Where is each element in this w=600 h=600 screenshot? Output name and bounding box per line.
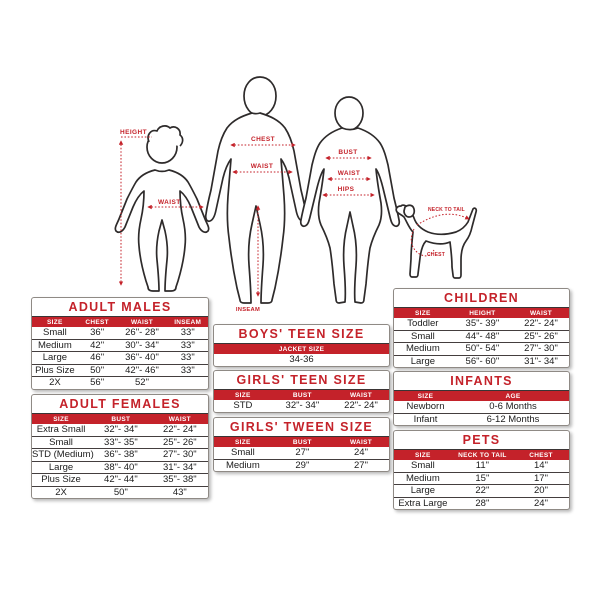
woman-waist-label: WAIST (337, 170, 361, 177)
table-row (32, 365, 208, 378)
table-row (394, 331, 569, 344)
table-row (32, 487, 208, 499)
boy-body (115, 170, 208, 291)
table-cell: 22"- 24" (162, 424, 197, 436)
table-title: GIRLS' TEEN SIZE (236, 373, 367, 387)
table-header-cell: HEIGHT (469, 309, 496, 317)
table-title: PETS (462, 433, 501, 447)
table-cell: 56" (90, 377, 105, 389)
table-cell: Plus Size (41, 474, 81, 486)
table-header-cell: WAIST (529, 309, 553, 317)
man-inseam-label: INSEAM (235, 307, 261, 313)
table-title: CHILDREN (444, 291, 519, 305)
table-cell: 20" (534, 485, 548, 497)
table-cell: 25"- 26" (162, 436, 197, 448)
table-cell: 46" (90, 352, 105, 364)
table-row (32, 449, 208, 462)
table-cell: Extra Large (398, 497, 448, 509)
table-row (32, 377, 208, 389)
table-cell: 30"- 34" (125, 339, 159, 351)
table-row (394, 473, 569, 486)
table-header-row (32, 413, 208, 424)
table-cell: 0-6 Months (489, 401, 537, 413)
table-cell: 42"- 46" (125, 364, 159, 376)
table-header-row (32, 316, 208, 327)
table-cell: Small (49, 436, 73, 448)
table-row (394, 318, 569, 331)
table-cell: 31"- 34" (524, 355, 558, 367)
table-row (32, 327, 208, 340)
dog-chest-label: CHEST (427, 252, 445, 258)
table-row (394, 356, 569, 368)
table-cell: 27"- 30" (162, 449, 197, 461)
table-cell: 50"- 54" (465, 343, 500, 355)
table-header-cell: SIZE (53, 415, 69, 423)
boy-figure (115, 126, 208, 291)
table-cell: Large (48, 461, 74, 473)
table-header-cell: WAIST (168, 415, 191, 423)
table-cell: 44"- 48" (465, 330, 500, 342)
table-cell: 42"- 44" (104, 474, 138, 486)
table-row (214, 447, 389, 460)
table-title: ADULT FEMALES (59, 397, 181, 411)
table-cell: 34-36 (289, 354, 314, 366)
table-cell: Newborn (406, 401, 445, 413)
table-title: BOYS' TEEN SIZE (238, 327, 365, 341)
table-cell: Medium (37, 339, 72, 351)
table-header-cell: INSEAM (174, 318, 202, 326)
table-cell: 42" (90, 339, 105, 351)
table-header-row (394, 390, 569, 401)
table-cell: 50" (90, 364, 105, 376)
man-chest-label: CHEST (250, 136, 276, 143)
table-cell: 6-12 Months (486, 413, 540, 425)
table-row (394, 485, 569, 498)
man-head (244, 77, 276, 116)
table-row (32, 352, 208, 365)
table-cell: 15" (475, 472, 490, 484)
table-title: GIRLS' TWEEN SIZE (229, 420, 374, 434)
table-cell: 14" (534, 460, 548, 472)
table-cell: 26"- 28" (125, 327, 159, 339)
table-row (32, 462, 208, 475)
boy-height-label: HEIGHT (120, 129, 147, 136)
table-cell: 24" (534, 497, 548, 509)
table-cell: 32"- 34" (285, 400, 320, 412)
table-title: INFANTS (450, 374, 513, 388)
table-cell: 50" (113, 486, 128, 498)
size-table-infants (393, 371, 570, 426)
table-cell: 25"- 26" (524, 330, 558, 342)
table-cell: Large (410, 355, 436, 367)
size-table-boys-teen (213, 324, 390, 367)
table-header-row (214, 343, 389, 354)
table-cell: 56"- 60" (465, 355, 500, 367)
table-row (394, 401, 569, 414)
table-cell: STD (233, 400, 253, 412)
table-cell: 36"- 40" (125, 352, 159, 364)
woman-head (335, 97, 363, 130)
table-cell: Plus Size (35, 364, 75, 376)
dog-ear (404, 205, 414, 217)
table-header-row (214, 436, 389, 447)
table-title: ADULT MALES (68, 300, 172, 314)
table-row (394, 498, 569, 510)
size-table-pets (393, 430, 570, 510)
table-header-cell: SIZE (235, 438, 251, 446)
table-cell: 52" (135, 377, 149, 389)
table-cell: 36"- 38" (104, 449, 138, 461)
table-cell: Small (42, 327, 67, 339)
table-cell: 28" (475, 497, 490, 509)
table-cell: 2X (55, 486, 67, 498)
size-table-girls-tween (213, 417, 390, 472)
table-cell: 17" (534, 472, 548, 484)
table-header-cell: BUST (292, 438, 312, 446)
table-cell: 27" (295, 447, 310, 459)
table-header-cell: BUST (292, 391, 312, 399)
table-header-cell: WAIST (130, 318, 154, 326)
table-cell: 2X (49, 377, 61, 389)
table-cell: 36" (90, 327, 105, 339)
table-row (214, 460, 389, 472)
table-header-cell: SIZE (415, 309, 431, 317)
table-cell: 27"- 30" (524, 343, 558, 355)
size-table-children (393, 288, 570, 368)
table-cell: 22"- 24" (524, 318, 558, 330)
table-cell: Medium (405, 343, 440, 355)
woman-bust-label: BUST (338, 149, 358, 156)
table-cell: Medium (405, 472, 440, 484)
table-cell: Extra Small (36, 424, 86, 436)
table-row (214, 354, 389, 366)
table-row (394, 414, 569, 426)
table-cell: Small (230, 447, 255, 459)
table-header-cell: SIZE (415, 451, 431, 459)
table-cell: Toddler (407, 318, 439, 330)
table-header-row (394, 307, 569, 318)
table-cell: Medium (225, 459, 260, 471)
boy-waist-label: WAIST (158, 199, 181, 206)
table-header-row (394, 449, 569, 460)
woman-figure (301, 97, 400, 303)
table-cell: 33" (180, 327, 195, 339)
table-row (32, 437, 208, 450)
size-table-adult-females (31, 394, 209, 499)
size-table-adult-males (31, 297, 209, 390)
table-cell: 35"- 39" (465, 318, 500, 330)
table-header-cell: BUST (111, 415, 131, 423)
table-header-cell: JACKET SIZE (278, 345, 325, 353)
table-cell: 29" (295, 459, 310, 471)
table-header-cell: WAIST (349, 438, 373, 446)
table-header-row (214, 389, 389, 400)
table-cell: Large (42, 352, 68, 364)
table-header-cell: SIZE (47, 318, 63, 326)
table-cell: 43" (172, 486, 187, 498)
table-cell: 38"- 40" (104, 461, 138, 473)
table-cell: 33" (180, 339, 195, 351)
dog-neck-to-tail-line (417, 214, 469, 225)
table-cell: 31"- 34" (162, 461, 197, 473)
table-header-cell: CHEST (85, 318, 109, 326)
table-cell: 11" (475, 460, 489, 472)
table-cell: 35"- 38" (162, 474, 197, 486)
table-cell: 33"- 35" (104, 436, 138, 448)
table-row (32, 340, 208, 353)
table-cell: 33" (180, 352, 195, 364)
table-row (394, 343, 569, 356)
table-header-cell: SIZE (417, 392, 434, 400)
man-waist-label: WAIST (250, 163, 274, 170)
table-header-cell: AGE (505, 392, 521, 400)
table-cell: Large (410, 485, 436, 497)
table-cell: 24" (354, 447, 368, 459)
table-cell: 32"- 34" (104, 424, 138, 436)
table-cell: 22" (475, 485, 490, 497)
dog-neck-to-tail-label: NECK TO TAIL (428, 207, 465, 213)
table-cell: 33" (180, 364, 195, 376)
woman-hips-label: HIPS (337, 186, 355, 193)
table-cell: 22"- 24" (344, 400, 378, 412)
table-row (32, 474, 208, 487)
table-cell: Small (410, 460, 435, 472)
table-row (394, 460, 569, 473)
table-cell: 27" (354, 459, 368, 471)
table-cell: Infant (413, 413, 438, 425)
table-header-cell: SIZE (235, 391, 251, 399)
table-cell: STD (Medium) (32, 449, 94, 461)
table-cell: Small (410, 330, 435, 342)
table-row (214, 400, 389, 412)
table-header-cell: CHEST (529, 451, 553, 459)
man-figure (206, 77, 307, 303)
table-header-cell: WAIST (349, 391, 373, 399)
size-table-girls-teen (213, 370, 390, 413)
table-header-cell: NECK TO TAIL (458, 451, 507, 459)
table-row (32, 424, 208, 437)
